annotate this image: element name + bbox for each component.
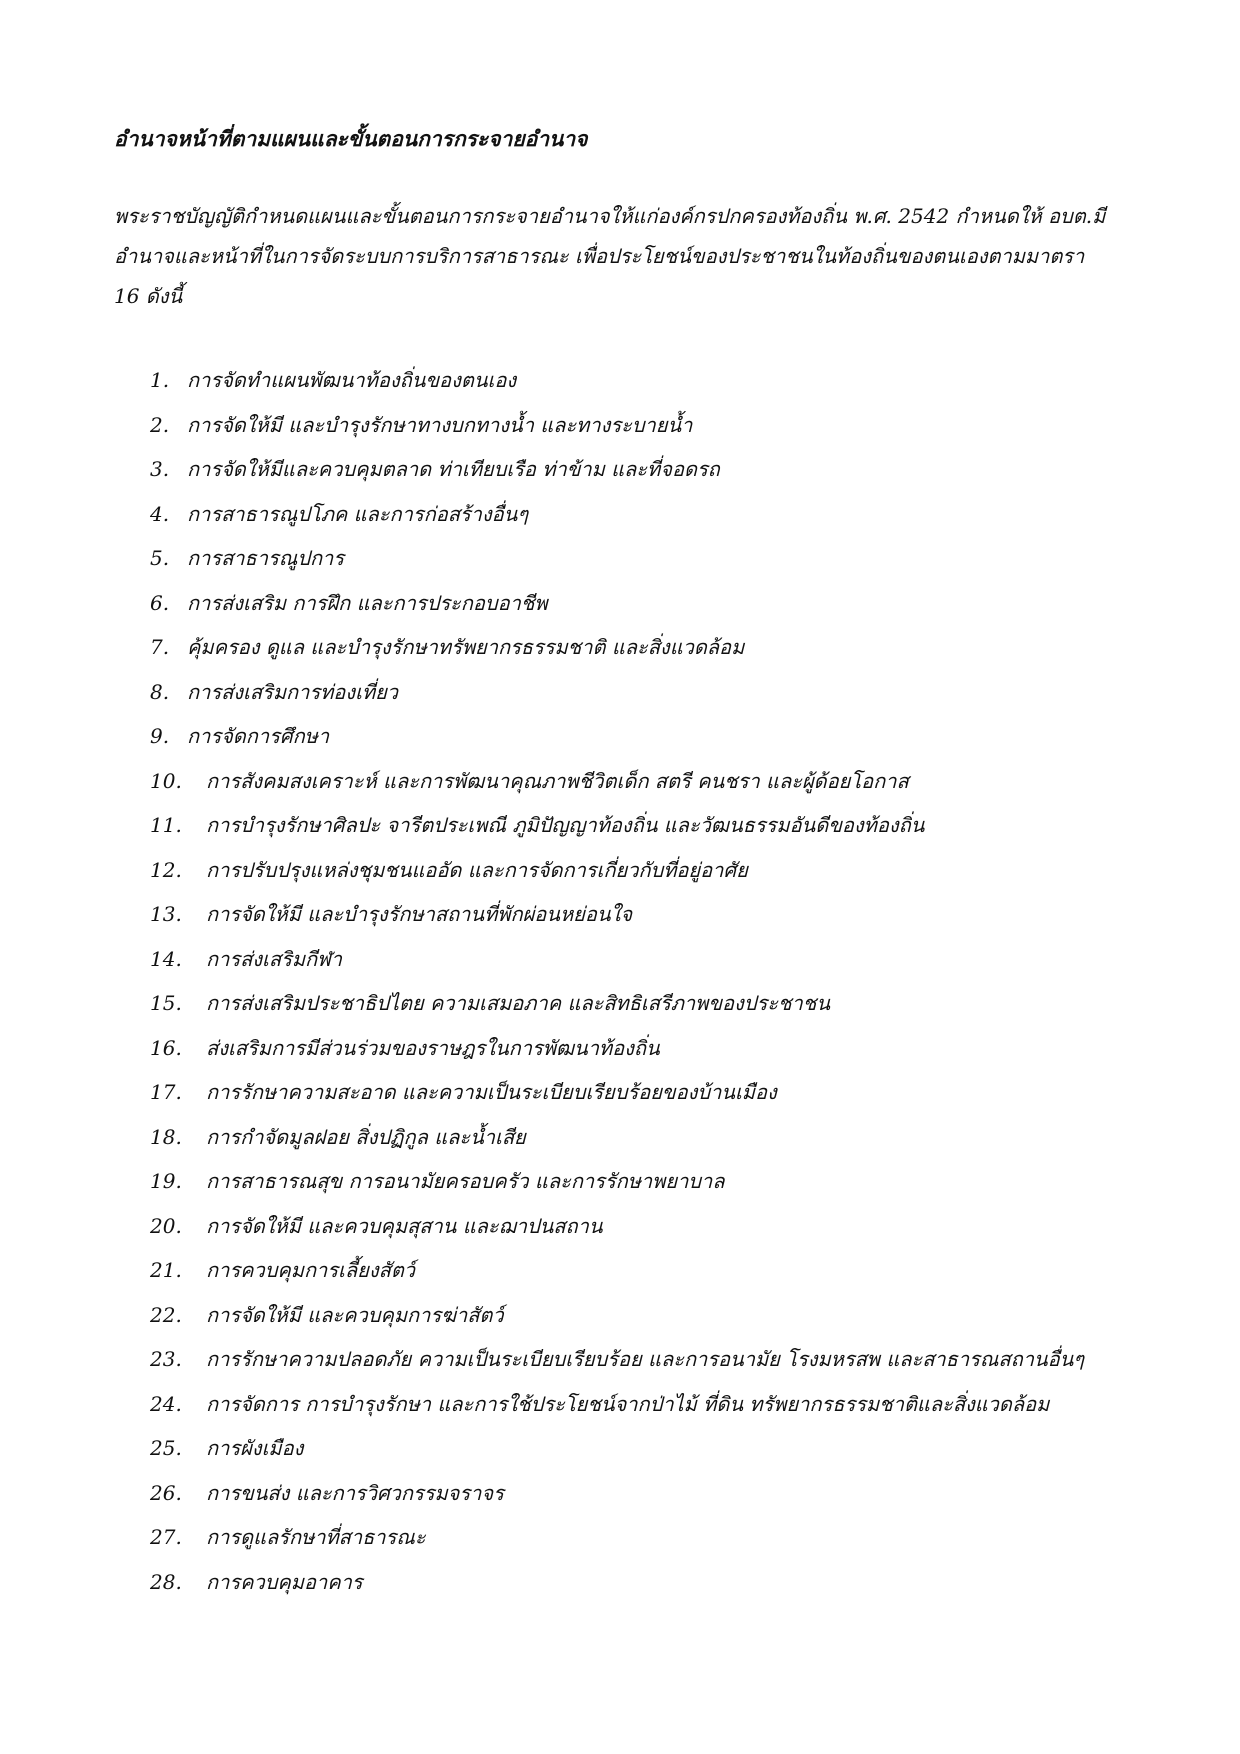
list-item xyxy=(114,447,1154,492)
list-item-number: 20. xyxy=(150,1213,182,1238)
list-item-text: การส่งเสริมการท่องเที่ยว xyxy=(187,679,399,704)
list-item xyxy=(114,1337,1154,1382)
list-item xyxy=(114,403,1154,448)
list-item-number: 24. xyxy=(150,1391,182,1416)
list-item-number: 1. xyxy=(150,368,170,392)
list-item-number: 4. xyxy=(150,501,170,526)
list-item xyxy=(114,937,1154,982)
list-item xyxy=(114,625,1154,670)
intro-line: อำนาจและหน้าที่ในการจัดระบบการบริการสาธารณะ เพื่อประโยชน์ของประชาชนในท้องถิ่นของตนเองตามมาตรา xyxy=(114,244,1085,268)
intro-line: พระราชบัญญัติกำหนดแผนและขั้นตอนการกระจายอำนาจให้แก่องค์กรปกครองท้องถิ่น พ.ศ. 2542 กำหนดให้ อบต.มี xyxy=(114,204,1106,228)
list-item xyxy=(114,1204,1154,1249)
list-item-text: การจัดทำแผนพัฒนาท้องถิ่นของตนเอง xyxy=(187,368,517,392)
list-item xyxy=(114,1248,1154,1293)
list-item-text: การสาธารณสุข การอนามัยครอบครัว และการรักษาพยาบาล xyxy=(206,1169,725,1193)
list-item-number: 11. xyxy=(150,813,182,837)
list-item-text: การรักษาความปลอดภัย ความเป็นระเบียบเรียบร้อย และการอนามัย โรงมหรสพ และสาธารณสถานอื่นๆ xyxy=(206,1347,1085,1371)
list-item xyxy=(114,803,1154,848)
list-item xyxy=(114,1426,1154,1471)
list-item xyxy=(114,759,1154,804)
list-item-number: 13. xyxy=(150,902,182,926)
list-item-number: 2. xyxy=(150,412,170,437)
list-item-text: การรักษาความสะอาด และความเป็นระเบียบเรียบร้อยของบ้านเมือง xyxy=(206,1080,777,1104)
list-item-number: 17. xyxy=(150,1080,182,1104)
list-item xyxy=(114,1293,1154,1338)
list-item-text: การจัดให้มี และบำรุงรักษาทางบกทางน้ำ และทางระบายน้ำ xyxy=(187,412,693,437)
list-item-text: การปรับปรุงแหล่งชุมชนแออัด และการจัดการเกี่ยวกับที่อยู่อาศัย xyxy=(206,857,748,882)
list-item xyxy=(114,1070,1154,1115)
list-item-number: 23. xyxy=(150,1347,182,1371)
list-item-text: การขนส่ง และการวิศวกรรมจราจร xyxy=(206,1480,504,1505)
list-item-number: 7. xyxy=(150,635,170,659)
list-item xyxy=(114,981,1154,1026)
list-item-text: การจัดการศึกษา xyxy=(187,724,330,748)
intro-paragraph xyxy=(114,196,1105,316)
list-item-text: การจัดให้มี และควบคุมสุสาน และฌาปนสถาน xyxy=(206,1213,603,1238)
list-item xyxy=(114,670,1154,715)
list-item-text: การจัดให้มี และบำรุงรักษาสถานที่พักผ่อนหย่อนใจ xyxy=(206,902,633,926)
list-item-text: การส่งเสริม การฝึก และการประกอบอาชีพ xyxy=(187,590,548,615)
list-item-number: 21. xyxy=(150,1258,182,1282)
list-item-number: 3. xyxy=(150,457,170,481)
list-item xyxy=(114,1471,1154,1516)
list-item-number: 8. xyxy=(150,679,170,704)
list-item-text: การควบคุมอาคาร xyxy=(206,1569,363,1594)
list-item xyxy=(114,492,1154,537)
list-item xyxy=(114,892,1154,937)
document-heading: อำนาจหน้าที่ตามแผนและขั้นตอนการกระจายอำนาจ xyxy=(114,126,588,151)
list-item-number: 19. xyxy=(150,1169,182,1193)
list-item-number: 22. xyxy=(150,1302,182,1327)
list-item-text: การสังคมสงเคราะห์ และการพัฒนาคุณภาพชีวิตเด็ก สตรี คนชรา และผู้ด้อยโอกาส xyxy=(206,768,909,793)
list-item-text: คุ้มครอง ดูแล และบำรุงรักษาทรัพยากรธรรมชาติ และสิ่งแวดล้อม xyxy=(187,635,745,659)
list-item-number: 9. xyxy=(150,724,170,748)
list-item xyxy=(114,536,1154,581)
list-item-number: 6. xyxy=(150,590,170,615)
list-item-number: 5. xyxy=(150,546,170,570)
intro-line: 16 ดังนี้ xyxy=(114,284,183,308)
list-item-text: การควบคุมการเลี้ยงสัตว์ xyxy=(206,1258,416,1282)
list-item xyxy=(114,1515,1154,1560)
list-item xyxy=(114,714,1154,759)
list-item-number: 18. xyxy=(150,1124,182,1149)
list-item-number: 10. xyxy=(150,768,182,793)
list-item-number: 12. xyxy=(150,857,182,882)
powers-list xyxy=(114,358,1154,1604)
list-item-number: 27. xyxy=(150,1525,182,1549)
list-item xyxy=(114,1026,1154,1071)
list-item-text: การบำรุงรักษาศิลปะ จารีตประเพณี ภูมิปัญญาท้องถิ่น และวัฒนธรรมอันดีของท้องถิ่น xyxy=(206,813,925,837)
list-item-number: 15. xyxy=(150,991,182,1015)
list-item-text: การผังเมือง xyxy=(206,1436,304,1460)
list-item-text: การส่งเสริมกีฬา xyxy=(206,946,343,971)
list-item xyxy=(114,848,1154,893)
list-item-text: การส่งเสริมประชาธิปไตย ความเสมอภาค และสิทธิเสรีภาพของประชาชน xyxy=(206,991,830,1015)
list-item xyxy=(114,1115,1154,1160)
list-item-number: 28. xyxy=(150,1569,182,1594)
list-item-text: การสาธารณูปโภค และการก่อสร้างอื่นๆ xyxy=(187,501,529,526)
list-item-text: การจัดให้มีและควบคุมตลาด ท่าเทียบเรือ ท่าข้าม และที่จอดรถ xyxy=(187,457,720,481)
list-item-text: การสาธารณูปการ xyxy=(187,546,345,570)
list-item-text: การจัดการ การบำรุงรักษา และการใช้ประโยชน์จากป่าไม้ ที่ดิน ทรัพยากรธรรมชาติและสิ่งแวดล้อม xyxy=(206,1391,1050,1416)
list-item-number: 26. xyxy=(150,1480,182,1505)
list-item xyxy=(114,1159,1154,1204)
list-item-number: 14. xyxy=(150,946,182,971)
list-item-text: การกำจัดมูลฝอย สิ่งปฏิกูล และน้ำเสีย xyxy=(206,1124,526,1149)
list-item xyxy=(114,1382,1154,1427)
list-item-number: 25. xyxy=(150,1436,182,1460)
list-item-text: ส่งเสริมการมีส่วนร่วมของราษฎรในการพัฒนาท้องถิ่น xyxy=(206,1035,660,1060)
list-item-text: การดูแลรักษาที่สาธารณะ xyxy=(206,1525,426,1549)
list-item-text: การจัดให้มี และควบคุมการฆ่าสัตว์ xyxy=(206,1302,504,1327)
list-item xyxy=(114,581,1154,626)
list-item xyxy=(114,358,1154,403)
list-item-number: 16. xyxy=(150,1035,182,1060)
list-item xyxy=(114,1560,1154,1605)
